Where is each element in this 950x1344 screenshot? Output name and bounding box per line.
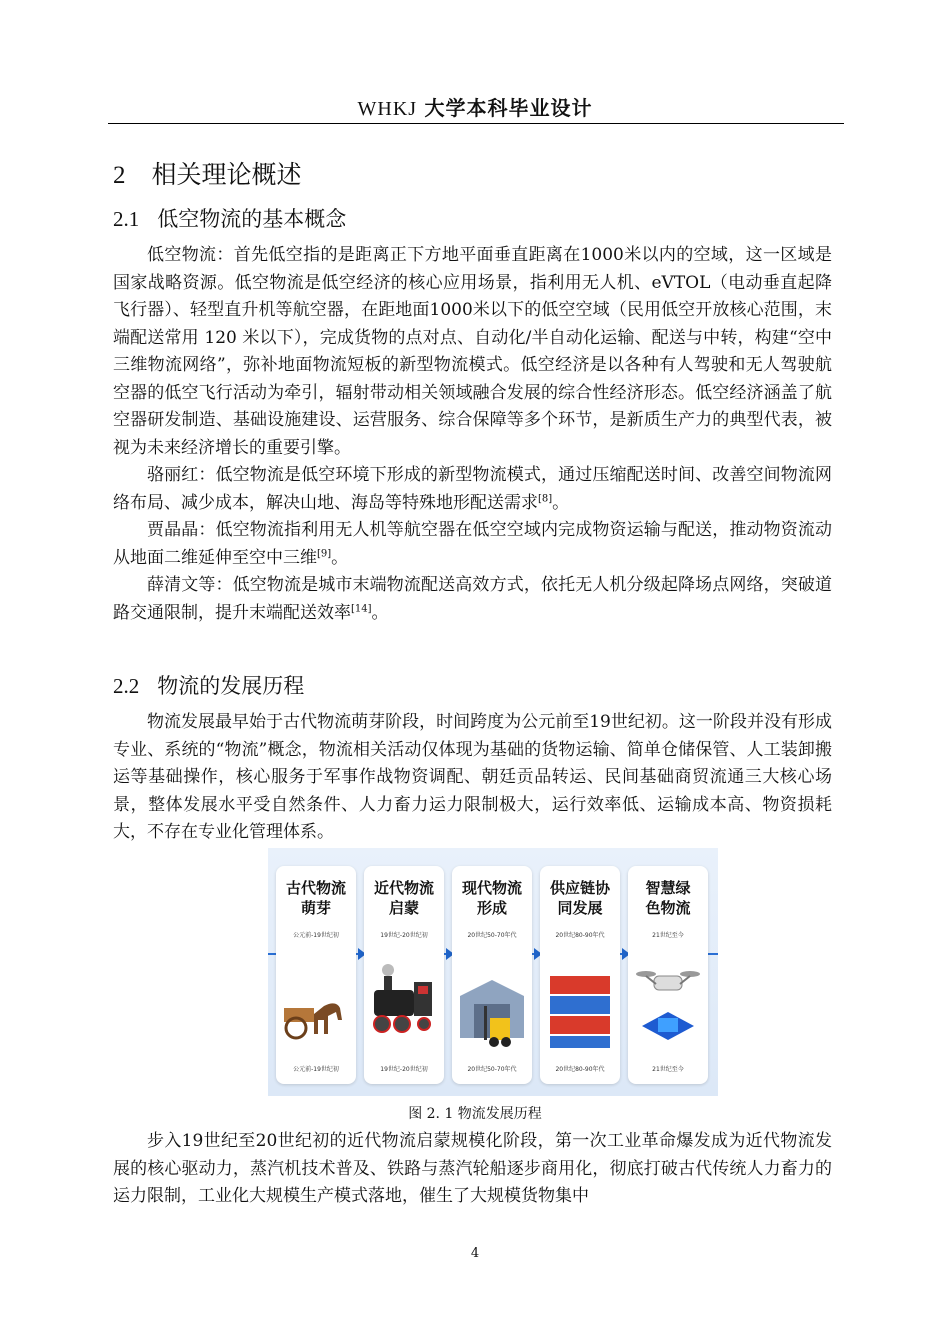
- section-2-2-body-continued: [113, 1128, 832, 1211]
- chapter-number: 2: [113, 162, 126, 189]
- stage-title: 供应链协 同发展: [549, 879, 610, 917]
- stage-date: 公元前-19世纪初: [293, 932, 339, 939]
- stage-date-bottom: 20世纪80-90年代: [555, 1066, 605, 1073]
- stage-date: 20世纪80-90年代: [555, 932, 605, 939]
- header-title: 大学本科毕业设计: [424, 96, 593, 120]
- warehouse-forklift-icon: [456, 962, 528, 1058]
- figure-caption: 图 2. 1 物流发展历程: [408, 1106, 542, 1122]
- stage-title: 近代物流 启蒙: [373, 879, 434, 917]
- chapter-title: 相关理论概述: [151, 160, 302, 189]
- citation: [9]: [317, 547, 332, 559]
- paragraph: 步入19世纪至20世纪初的近代物流启蒙规模化阶段，第一次工业革命爆发成为近代物流发展的核心驱动力，蒸汽机技术普及、铁路与蒸汽轮船逐步商用化，彻底打破古代传统人力畜力的运力限制，工业化大规模生产模式落地，催生了大规模货物集中: [113, 1131, 832, 1206]
- drone-chip-icon: [632, 962, 704, 1058]
- stage-date: 19世纪-20世纪初: [380, 932, 428, 939]
- stage-title: 智慧绿 色物流: [645, 879, 691, 917]
- section-number: 2.2: [113, 674, 140, 698]
- stage-date: 21世纪至今: [652, 932, 684, 939]
- paragraph: 薛清文等：低空物流是城市末端物流配送高效方式，依托无人机分级起降场点网络，突破道路交通限制，提升末端配送效率[14]。: [113, 575, 832, 623]
- logistics-history-figure: [268, 848, 718, 1096]
- section-title: 低空物流的基本概念: [157, 207, 347, 231]
- steam-locomotive-icon: [368, 962, 440, 1058]
- stage-date-bottom: 公元前-19世纪初: [293, 1066, 339, 1073]
- stage-date-bottom: 21世纪至今: [652, 1066, 684, 1073]
- paragraph: 贾晶晶：低空物流指利用无人机等航空器在低空空域内完成物资运输与配送，推动物资流动从地面二维延伸至空中三维[9]。: [113, 520, 832, 568]
- stage-card: [540, 866, 620, 1084]
- stage-date-bottom: 19世纪-20世纪初: [380, 1066, 428, 1073]
- page-header: [108, 92, 842, 121]
- paragraph: 低空物流：首先低空指的是距离正下方地平面垂直距离在1000米以内的空域，这一区域是国家战略资源。低空物流是低空经济的核心应用场景，指利用无人机、eVTOL（电动垂直起降飞行器）、轻型直升机等航空器，在距地面1000米以下的低空空域（民用低空开放核心范围，末端配送常用 120 米以下），完成货物的点对点、自动化/半自动化运输、配送与中转，构建“空中三维物流网络”，弥补地面物流短板的新型物流模式。低空经济是以各种有人驾驶和无人驾驶航空器的低空飞行活动为牵引，辐射带动相关领域融合发展的综合性经济形态。低空经济涵盖了航空器研发制造、基础设施建设、运营服务、综合保障等多个环节，是新质生产力的典型代表，被视为未来经济增长的重要引擎。: [113, 245, 832, 458]
- section-heading-2-1: [113, 203, 346, 233]
- stage-card: [364, 866, 444, 1084]
- paragraph: 骆丽红：低空物流是低空环境下形成的新型物流模式，通过压缩配送时间、改善空间物流网络布局、减少成本，解决山地、海岛等特殊地形配送需求[8]。: [113, 465, 832, 513]
- citation: [14]: [351, 602, 372, 614]
- stage-title: 古代物流 萌芽: [285, 879, 346, 917]
- stage-card: [276, 866, 356, 1084]
- stage-date-bottom: 20世纪50-70年代: [467, 1066, 517, 1073]
- section-title: 物流的发展历程: [157, 674, 305, 698]
- stage-card: [628, 866, 708, 1084]
- stage-card: [452, 866, 532, 1084]
- stage-date: 20世纪50-70年代: [467, 932, 517, 939]
- chapter-heading: [113, 155, 302, 191]
- section-2-1-body: [113, 242, 832, 627]
- citation: [8]: [538, 492, 553, 504]
- header-rule: [108, 123, 844, 124]
- stage-title: 现代物流 形成: [461, 879, 522, 917]
- section-heading-2-2: [113, 670, 304, 700]
- horse-cart-icon: [280, 962, 352, 1058]
- header-code: WHKJ: [357, 98, 418, 120]
- section-2-2-body: [113, 709, 832, 847]
- shipping-containers-icon: [544, 962, 616, 1058]
- page-number: 4: [470, 1246, 480, 1261]
- section-number: 2.1: [113, 207, 140, 231]
- paragraph: 物流发展最早始于古代物流萌芽阶段，时间跨度为公元前至19世纪初。这一阶段并没有形成专业、系统的“物流”概念，物流相关活动仅体现为基础的货物运输、简单仓储保管、人工装卸搬运等基础操作，核心服务于军事作战物资调配、朝廷贡品转运、民间基础商贸流通三大核心场景，整体发展水平受自然条件、人力畜力运力限制极大，运行效率低、运输成本高、物资损耗大，不存在专业化管理体系。: [113, 712, 832, 842]
